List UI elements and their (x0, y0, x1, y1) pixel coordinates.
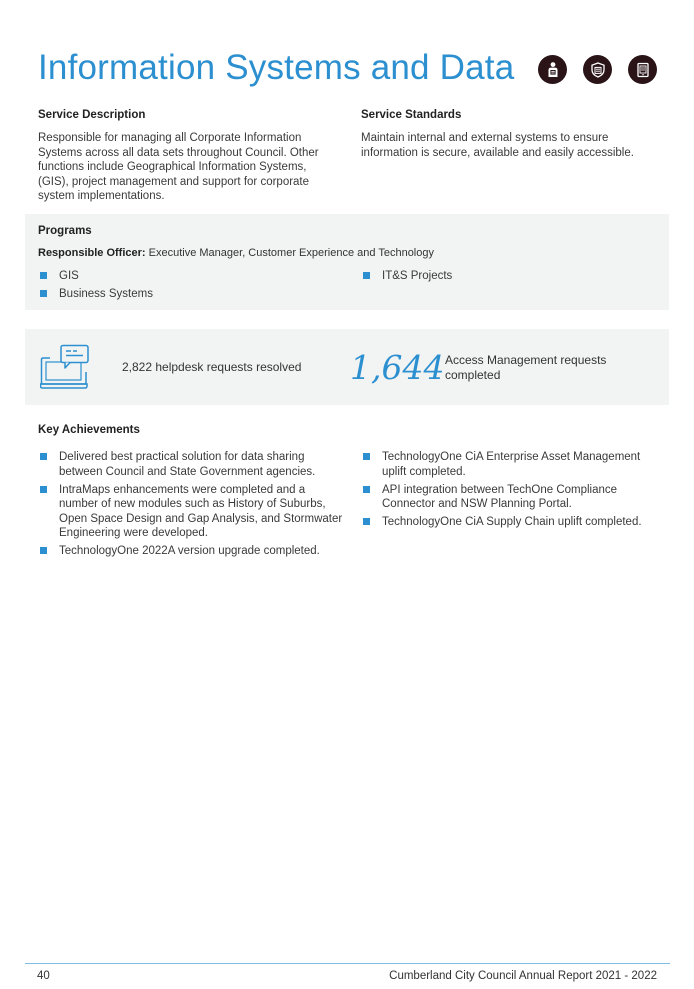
access-management-number: 1,644 (350, 348, 445, 387)
list-item (38, 269, 338, 284)
service-standards-text: Maintain internal and external systems to ensure information is secure, available and easily accessible. (361, 132, 634, 159)
bullet-square (40, 453, 47, 460)
programs-heading: Programs (38, 225, 92, 237)
list-item (38, 287, 338, 302)
achievement-item: TechnologyOne CiA Enterprise Asset Management uplift completed. (382, 451, 641, 478)
list-item (361, 515, 666, 530)
program-item: IT&S Projects (382, 270, 453, 282)
staff-icon (538, 55, 567, 84)
bullet-square (40, 547, 47, 554)
bullet-square (40, 486, 47, 493)
achievement-item: TechnologyOne 2022A version upgrade completed. (59, 545, 320, 557)
list-item (361, 483, 666, 512)
key-achievements-heading: Key Achievements (38, 424, 140, 436)
footer-divider (25, 963, 670, 964)
achievement-item: Delivered best practical solution for data sharing between Council and State Government agencies. (59, 451, 316, 478)
service-description-text: Responsible for managing all Corporate Information Systems across all data sets throughout Council. Other functions include Geographical Information Systems, (GIS), project management and support for corporate system implementations. (38, 132, 319, 202)
tablet-document-icon (628, 55, 657, 84)
programs-list-right (361, 269, 661, 287)
bullet-square (40, 272, 47, 279)
page-number: 40 (37, 970, 50, 982)
achievements-list-left (38, 450, 343, 562)
helpdesk-stat: 2,822 helpdesk requests resolved (122, 360, 302, 374)
list-item (38, 450, 343, 479)
achievement-item: IntraMaps enhancements were completed and a number of new modules such as History of Suburbs, Open Space Design and Gap Analysis, and Stormwater Engineering were developed. (59, 483, 343, 539)
achievement-item: TechnologyOne CiA Supply Chain uplift completed. (382, 516, 642, 528)
program-item: Business Systems (59, 288, 153, 300)
bullet-square (363, 453, 370, 460)
service-description-heading: Service Description (38, 109, 146, 121)
page-title: Information Systems and Data (38, 48, 515, 87)
header-icons (538, 55, 657, 84)
responsible-officer-value: Executive Manager, Customer Experience and Technology (148, 247, 434, 259)
shield-document-icon (583, 55, 612, 84)
bullet-square (40, 290, 47, 297)
service-standards-heading: Service Standards (361, 109, 462, 121)
bullet-square (363, 272, 370, 279)
list-item (361, 450, 666, 479)
achievement-item: API integration between TechOne Compliance Connector and NSW Planning Portal. (382, 483, 618, 510)
bullet-square (363, 486, 370, 493)
responsible-officer (38, 247, 434, 259)
list-item (38, 544, 343, 559)
helpdesk-laptop-chat-icon (40, 344, 92, 395)
list-item (361, 269, 661, 284)
programs-list-left (38, 269, 338, 305)
program-item: GIS (59, 270, 79, 282)
access-management-text: Access Management requests completed (445, 353, 607, 382)
list-item (38, 483, 343, 541)
report-title: Cumberland City Council Annual Report 2021 - 2022 (389, 970, 657, 982)
achievements-list-right (361, 450, 666, 533)
bullet-square (363, 518, 370, 525)
responsible-officer-label: Responsible Officer: (38, 247, 146, 259)
